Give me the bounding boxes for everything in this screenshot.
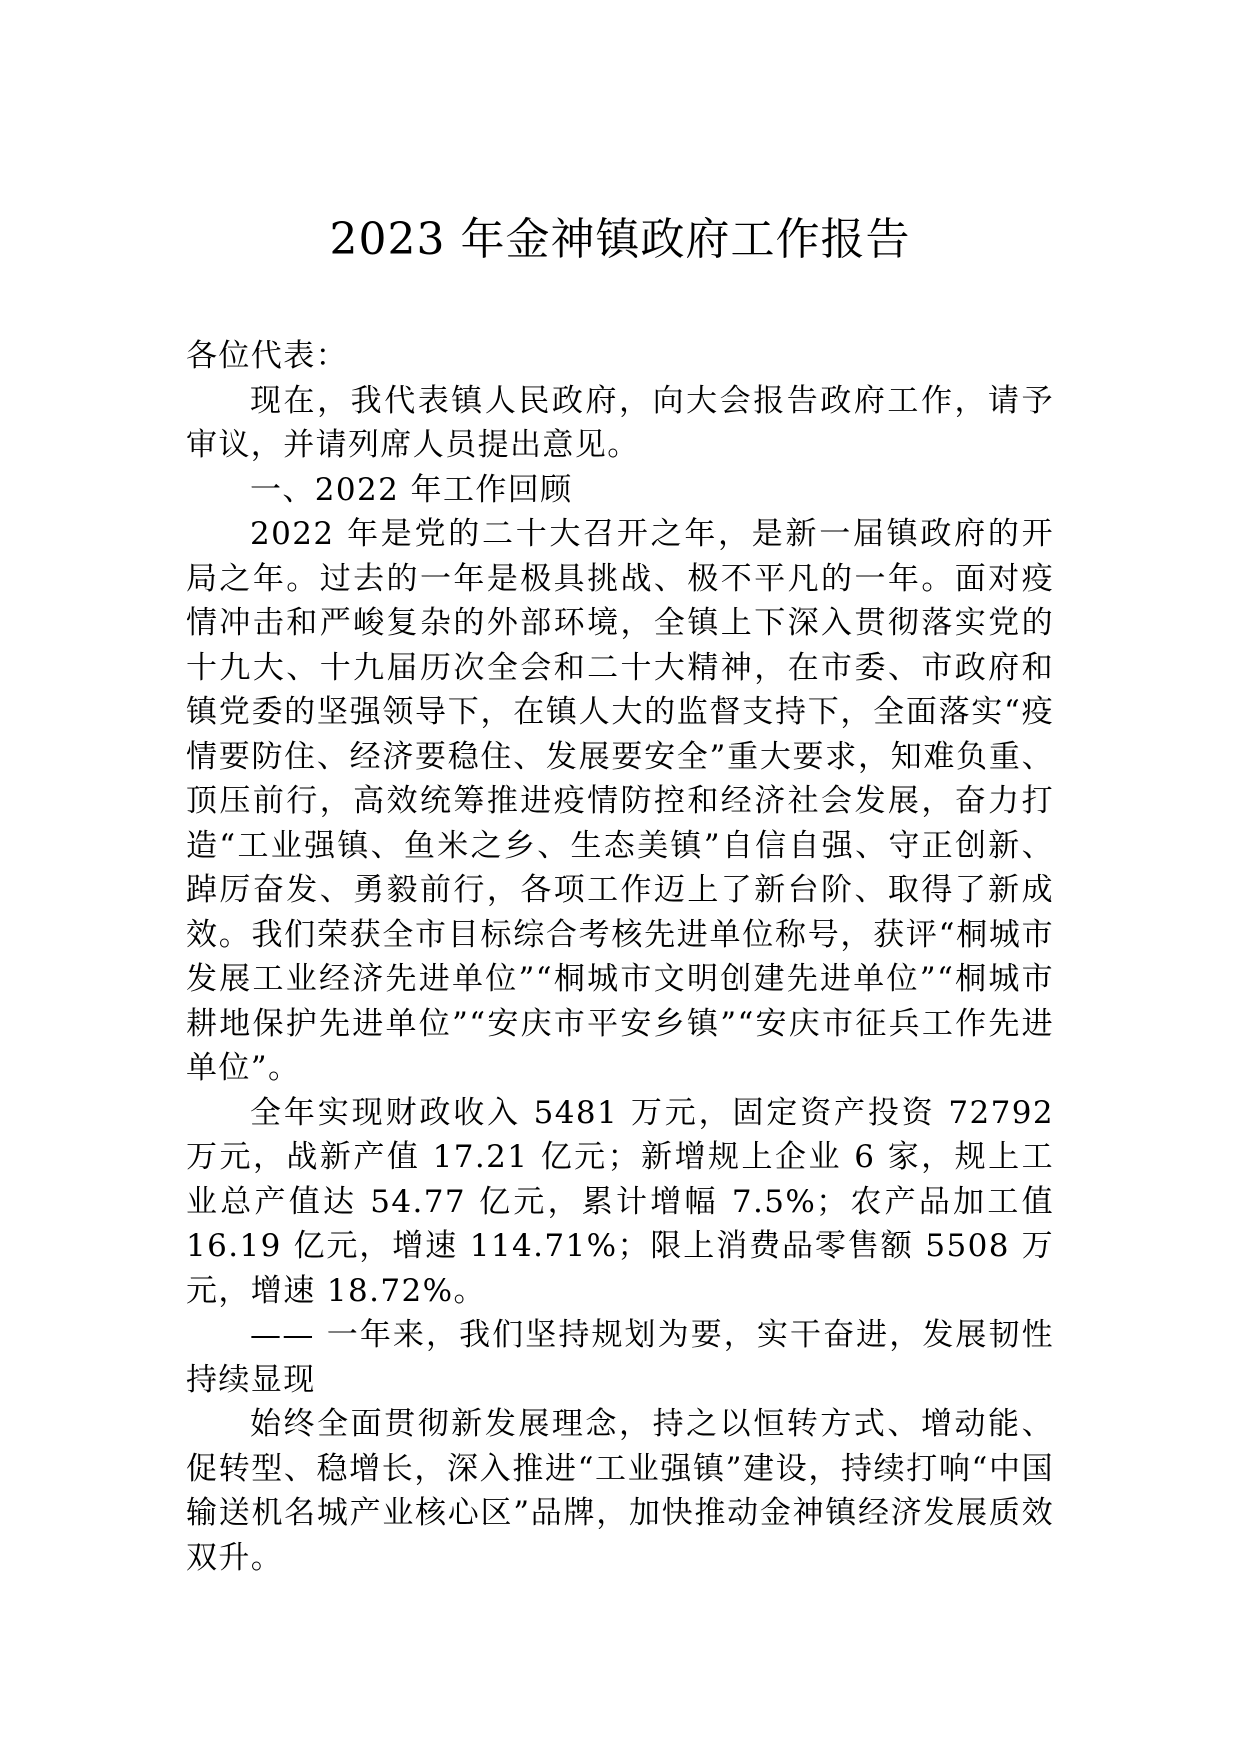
paragraph-review: 2022 年是党的二十大召开之年，是新一届镇政府的开局之年。过去的一年是极具挑战、极不平凡的一年。面对疫情冲击和严峻复杂的外部环境，全镇上下深入贯彻落实党的十九大、十九届历次全会和二十大精神，在市委、市政府和镇党委的坚强领导下，在镇人大的监督支持下，全面落实“疫情要防住、经济要稳住、发展要安全”重大要求，知难负重、顶压前行，高效统筹推进疫情防控和经济社会发展，奋力打造“工业强镇、鱼米之乡、生态美镇”自信自强、守正创新、踔厉奋发、勇毅前行，各项工作迈上了新台阶、取得了新成效。我们荣获全市目标综合考核先进单位称号，获评“桐城市发展工业经济先进单位”“桐城市文明创建先进单位”“桐城市耕地保护先进单位”“安庆市平安乡镇”“安庆市征兵工作先进单位”。 — [186, 516, 1054, 1086]
document-body — [186, 334, 1054, 1580]
subsection-heading: —— 一年来，我们坚持规划为要，实干奋进，发展韧性持续显现 — [186, 1317, 1054, 1398]
document-title: 2023 年金神镇政府工作报告 — [329, 214, 911, 265]
paragraph-statistics: 全年实现财政收入 5481 万元，固定资产投资 72792 万元，战新产值 17.21 亿元；新增规上企业 6 家，规上工业总产值达 54.77 亿元，累计增幅 7.5%；农产品加工值 16.19 亿元，增速 114.71%；限上消费品零售额 5508 万元，增速 18.72%。 — [186, 1094, 1054, 1309]
salutation: 各位代表： — [186, 338, 348, 374]
section-heading: 一、2022 年工作回顾 — [250, 471, 573, 508]
paragraph-development: 始终全面贯彻新发展理念，持之以恒转方式、增动能、促转型、稳增长，深入推进“工业强镇”建设，持续打响“中国输送机名城产业核心区”品牌，加快推动金神镇经济发展质效双升。 — [186, 1406, 1054, 1576]
paragraph-opening: 现在，我代表镇人民政府，向大会报告政府工作，请予审议，并请列席人员提出意见。 — [186, 382, 1054, 463]
